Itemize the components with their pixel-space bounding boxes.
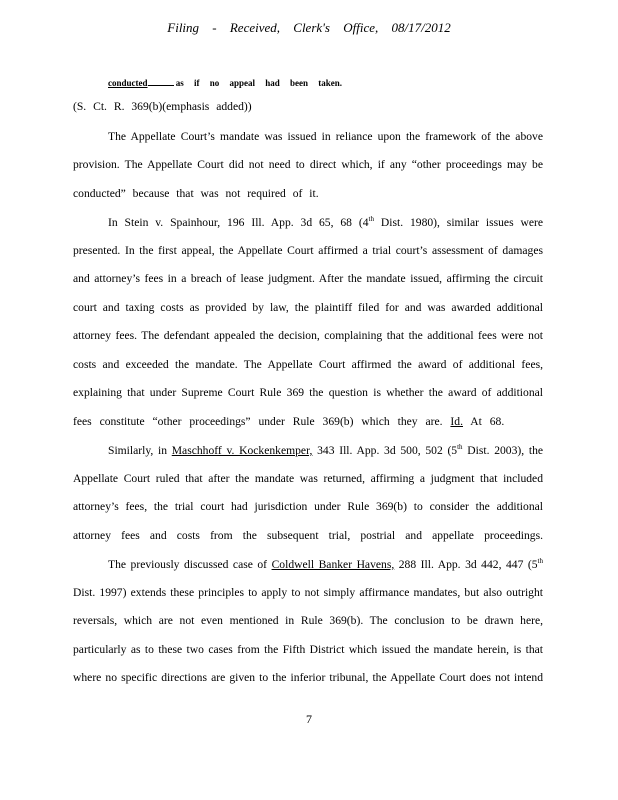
text-line [108,557,543,571]
text-line: costs and exceeded the mandate. The Appellate Court affirmed the award of additional fees, [73,358,543,371]
text-line: provision. The Appellate Court did not need to direct which, if any “other proceedings may be [73,158,543,171]
case-name: Maschhoff v. Kockenkemper, [171,443,313,457]
text-line: court and taxing costs as provided by law, the plaintiff filed for and was awarded additional [73,301,543,314]
text-segment: In Stein v. Spainhour, 196 Ill. App. 3d 65, 68 (4 [108,215,369,229]
text-segment: Dist. 1980), similar issues were [373,215,543,229]
top-line-rest: as if no appeal had been taken. [175,78,343,88]
text-line: conducted” because that was not required of it. [73,187,319,200]
text-line: and attorney’s fees in a breach of lease judgment. After the mandate issued, affirming the circuit [73,272,543,285]
text-line: attorney’s fees, the trial court had jurisdiction under Rule 369(b) to consider the additional [73,500,543,513]
text-line: attorney fees. The defendant appealed the decision, complaining that the additional fees were not [73,329,543,342]
text-segment: 343 Ill. App. 3d 500, 502 (5 [317,443,458,457]
text-line [108,215,543,229]
text-line: The Appellate Court’s mandate was issued in reliance upon the framework of the above [108,130,543,143]
page-number: 7 [306,712,312,726]
text-line: reversals, which are not even mentioned in Rule 369(b). The conclusion to be drawn here, [73,614,543,627]
underlined-word: conducted [108,78,148,88]
text-line: where no specific directions are given to the inferior tribunal, the Appellate Court does not intend [73,671,543,684]
top-line [108,76,342,88]
citation-line: (S. Ct. R. 369(b)(emphasis added)) [73,100,252,113]
text-line: Dist. 1997) extends these principles to apply to not simply affirmance mandates, but also outright [73,586,543,599]
text-line: attorney fees and costs from the subsequent trial, postrial and appellate proceedings. [73,529,543,542]
filing-header: Filing - Received, Clerk's Office, 08/17/2012 [167,20,451,35]
text-segment: Similarly, in [108,443,168,457]
superscript: th [368,215,374,223]
text-segment: At 68. [470,415,505,428]
superscript: th [537,557,543,565]
text-segment: 288 Ill. App. 3d 442, 447 (5 [398,557,538,571]
text-segment: The previously discussed case of [108,557,268,571]
id-citation: Id. [450,415,463,428]
text-line [108,443,543,457]
text-line: Appellate Court ruled that after the mandate was returned, affirming a judgment that included [73,472,543,485]
case-name: Coldwell Banker Havens, [271,557,395,571]
text-line: particularly as to these two cases from the Fifth District which issued the mandate herein, is that [73,643,543,656]
text-segment: Dist. 2003), the [462,443,544,457]
text-segment: fees constitute “other proceedings” under Rule 369(b) which they are. [73,415,443,428]
superscript: th [457,443,463,451]
text-line [73,415,543,428]
text-line: explaining that under Supreme Court Rule 369 the question is whether the award of additional [73,386,543,399]
text-line: presented. In the first appeal, the Appellate Court affirmed a trial court’s assessment of damages [73,244,543,257]
